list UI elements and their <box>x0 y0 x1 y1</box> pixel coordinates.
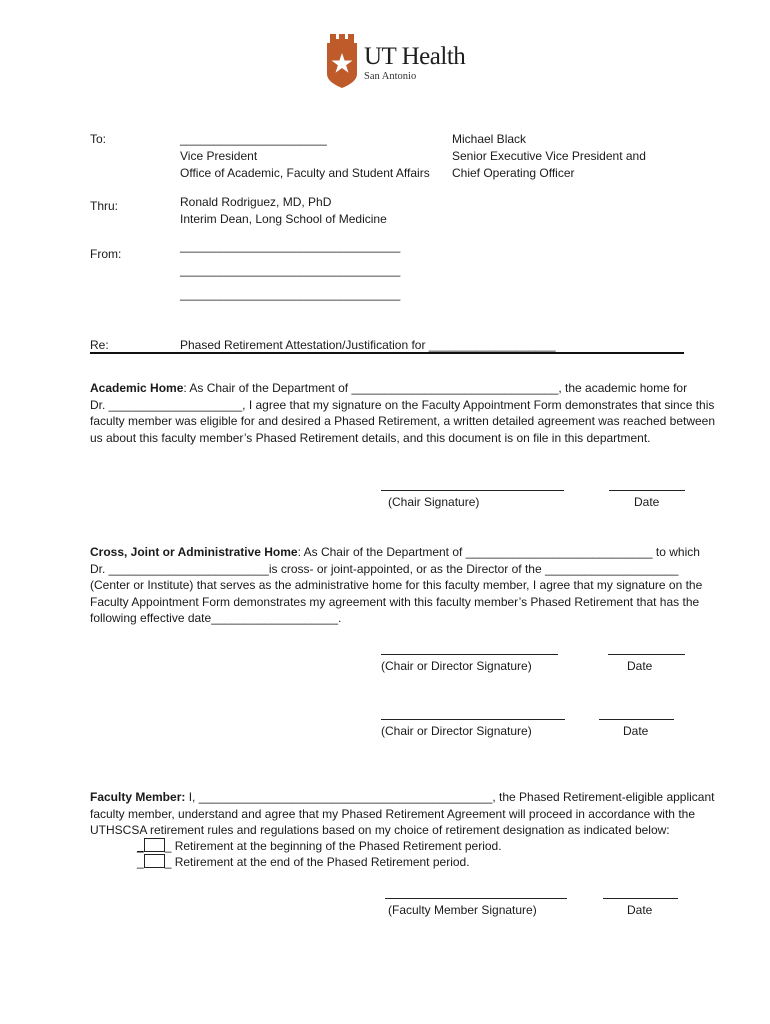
academic-line-4: us about this faculty member’s Phased Retirement details, and this document is on file in this department. <box>90 430 651 445</box>
director-signature-line-2[interactable] <box>381 719 565 720</box>
cross-heading: Cross, Joint or Administrative Home <box>90 545 298 559</box>
faculty-member-section <box>90 789 715 839</box>
option-beginning-label: Retirement at the beginning of the Phased Retirement period. <box>174 839 502 853</box>
director-signature-label-2: (Chair or Director Signature) <box>381 724 532 738</box>
faculty-heading: Faculty Member: <box>90 790 186 804</box>
cross-line-1-text: : As Chair of the Department of ____________________________ to which <box>297 545 700 559</box>
header-divider <box>90 352 684 354</box>
retirement-option-end: _ _ Retirement at the end of the Phased Retirement period. <box>137 855 470 869</box>
cc-title-line2: Chief Operating Officer <box>452 166 575 180</box>
thru-title: Interim Dean, Long School of Medicine <box>180 212 387 226</box>
chair-signature-label: (Chair Signature) <box>388 495 480 509</box>
director-signature-line-1[interactable] <box>381 654 558 655</box>
academic-line-1 <box>90 380 688 397</box>
faculty-date-line[interactable] <box>603 898 678 899</box>
logo-subtitle: San Antonio <box>364 71 417 82</box>
cc-name: Michael Black <box>452 132 527 146</box>
chair-date-label: Date <box>634 495 660 509</box>
director-date-line-1[interactable] <box>608 654 685 655</box>
academic-home-section <box>90 380 716 446</box>
chair-date-line[interactable] <box>609 490 685 491</box>
from-line-2[interactable]: _________________________________ <box>180 263 401 277</box>
to-blank: ______________________ <box>180 132 327 146</box>
ut-health-shield-logo <box>324 34 360 93</box>
director-signature-label-1: (Chair or Director Signature) <box>381 659 532 673</box>
director-date-label-1: Date <box>627 659 653 673</box>
faculty-signature-label: (Faculty Member Signature) <box>388 903 537 917</box>
faculty-date-label: Date <box>627 903 653 917</box>
thru-name: Ronald Rodriguez, MD, PhD <box>180 195 332 209</box>
option-end-label: Retirement at the end of the Phased Retirement period. <box>174 855 470 869</box>
logo-title: UT Health <box>364 43 466 70</box>
director-date-label-2: Date <box>623 724 649 738</box>
academic-heading: Academic Home <box>90 381 184 395</box>
academic-line-2: Dr. ____________________, I agree that my signature on the Faculty Appointment Form demonstrates that since this <box>90 397 715 412</box>
from-label: From: <box>90 247 122 261</box>
from-line-1[interactable]: _________________________________ <box>180 239 401 253</box>
cross-line-2: Dr. ________________________is cross- or joint-appointed, or as the Director of the ____________________ <box>90 561 679 576</box>
faculty-line-2: faculty member, understand and agree that my Phased Retirement Agreement will proceed in accordance with the <box>90 806 695 821</box>
cross-line-1 <box>90 544 700 561</box>
faculty-line-3: UTHSCSA retirement rules and regulations based on my choice of retirement designation as indicated below: <box>90 823 670 837</box>
re-text: Phased Retirement Attestation/Justification for ___________________ <box>180 338 556 352</box>
faculty-line-1 <box>90 789 715 806</box>
cc-title-line1: Senior Executive Vice President and <box>452 149 646 163</box>
chair-signature-line[interactable] <box>381 490 564 491</box>
to-title: Vice President <box>180 149 258 163</box>
logo-wordmark <box>364 44 465 83</box>
beginning-checkbox[interactable] <box>144 838 165 852</box>
end-checkbox[interactable] <box>144 854 165 868</box>
from-line-3[interactable]: _________________________________ <box>180 287 401 301</box>
cross-home-section <box>90 544 703 627</box>
director-date-line-2[interactable] <box>599 719 674 720</box>
academic-line-3: faculty member was eligible for and desired a Phased Retirement, a written detailed agreement was reached between <box>90 414 716 428</box>
to-label: To: <box>90 132 107 146</box>
faculty-line-1-text: I, ____________________________________________, the Phased Retirement-eligible applicant <box>185 790 715 804</box>
academic-line-1-text: : As Chair of the Department of _______________________________, the academic home for <box>183 381 688 395</box>
cross-line-5: following effective date___________________. <box>90 611 342 625</box>
cross-line-4: Faculty Appointment Form demonstrates my agreement with this faculty member’s Phased Retirement that has the <box>90 594 700 609</box>
thru-label: Thru: <box>90 199 119 213</box>
re-label: Re: <box>90 338 109 352</box>
retirement-option-beginning: _ _ Retirement at the beginning of the Phased Retirement period. <box>137 839 502 853</box>
to-office: Office of Academic, Faculty and Student Affairs <box>180 166 430 180</box>
faculty-signature-line[interactable] <box>385 898 567 899</box>
cross-line-3: (Center or Institute) that serves as the administrative home for this faculty member, I agree that my signature on the <box>90 578 703 592</box>
